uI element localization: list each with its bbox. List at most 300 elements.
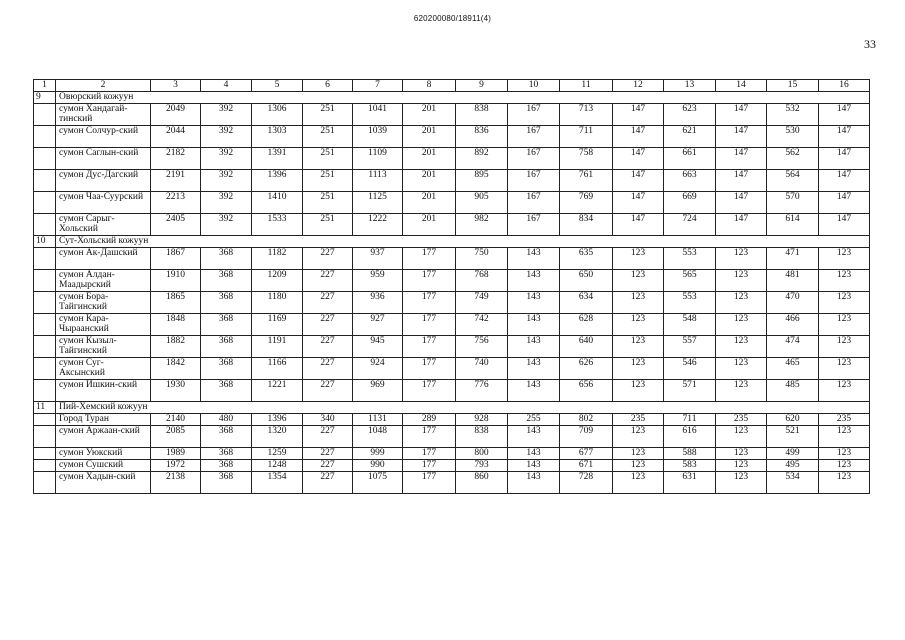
value-cell: 626 <box>560 358 613 380</box>
value-cell: 251 <box>303 104 353 126</box>
row-number-cell <box>34 192 56 214</box>
value-cell: 123 <box>819 292 870 314</box>
value-cell: 143 <box>508 314 560 336</box>
row-number-cell <box>34 292 56 314</box>
value-cell: 143 <box>508 292 560 314</box>
value-cell: 1109 <box>353 148 403 170</box>
value-cell: 251 <box>303 170 353 192</box>
row-name: сумон Сарыг-Хольский <box>56 214 151 236</box>
value-cell: 147 <box>716 126 767 148</box>
value-cell: 945 <box>353 336 403 358</box>
value-cell: 201 <box>403 214 456 236</box>
value-cell: 1391 <box>252 148 303 170</box>
value-cell: 251 <box>303 126 353 148</box>
row-number-cell <box>34 472 56 494</box>
value-cell: 1248 <box>252 460 303 472</box>
value-cell: 758 <box>560 148 613 170</box>
value-cell: 2085 <box>151 426 201 448</box>
section-row <box>34 236 870 248</box>
value-cell: 1842 <box>151 358 201 380</box>
value-cell: 742 <box>456 314 508 336</box>
value-cell: 368 <box>201 358 252 380</box>
value-cell: 235 <box>716 414 767 426</box>
value-cell: 392 <box>201 148 252 170</box>
value-cell: 123 <box>613 248 664 270</box>
value-cell: 123 <box>613 358 664 380</box>
row-number-cell <box>34 270 56 292</box>
value-cell: 1259 <box>252 448 303 460</box>
value-cell: 749 <box>456 292 508 314</box>
value-cell: 481 <box>767 270 819 292</box>
value-cell: 1113 <box>353 170 403 192</box>
value-cell: 251 <box>303 148 353 170</box>
value-cell: 628 <box>560 314 613 336</box>
value-cell: 123 <box>613 336 664 358</box>
value-cell: 123 <box>819 448 870 460</box>
value-cell: 368 <box>201 270 252 292</box>
value-cell: 671 <box>560 460 613 472</box>
value-cell: 123 <box>819 358 870 380</box>
value-cell: 392 <box>201 214 252 236</box>
value-cell: 201 <box>403 148 456 170</box>
table-row <box>34 170 870 192</box>
value-cell: 2405 <box>151 214 201 236</box>
value-cell: 1166 <box>252 358 303 380</box>
value-cell: 1041 <box>353 104 403 126</box>
value-cell: 123 <box>613 472 664 494</box>
value-cell: 1306 <box>252 104 303 126</box>
value-cell: 227 <box>303 336 353 358</box>
value-cell: 1882 <box>151 336 201 358</box>
column-header: 3 <box>151 80 201 92</box>
value-cell: 289 <box>403 414 456 426</box>
value-cell: 564 <box>767 170 819 192</box>
value-cell: 1125 <box>353 192 403 214</box>
value-cell: 123 <box>819 426 870 448</box>
column-header: 5 <box>252 80 303 92</box>
value-cell: 895 <box>456 170 508 192</box>
value-cell: 969 <box>353 380 403 402</box>
value-cell: 201 <box>403 192 456 214</box>
row-name: сумон Кара-Чыраанский <box>56 314 151 336</box>
value-cell: 650 <box>560 270 613 292</box>
row-number-cell <box>34 460 56 472</box>
row-name: сумон Уюкский <box>56 448 151 460</box>
value-cell: 711 <box>560 126 613 148</box>
value-cell: 999 <box>353 448 403 460</box>
value-cell: 143 <box>508 472 560 494</box>
value-cell: 123 <box>716 472 767 494</box>
column-header: 7 <box>353 80 403 92</box>
value-cell: 123 <box>716 336 767 358</box>
value-cell: 368 <box>201 292 252 314</box>
value-cell: 123 <box>819 248 870 270</box>
column-header: 11 <box>560 80 613 92</box>
value-cell: 728 <box>560 472 613 494</box>
row-number-cell <box>34 314 56 336</box>
table-row <box>34 270 870 292</box>
value-cell: 677 <box>560 448 613 460</box>
value-cell: 227 <box>303 380 353 402</box>
value-cell: 123 <box>819 472 870 494</box>
value-cell: 123 <box>716 314 767 336</box>
value-cell: 588 <box>664 448 716 460</box>
column-header: 14 <box>716 80 767 92</box>
value-cell: 621 <box>664 126 716 148</box>
value-cell: 147 <box>613 192 664 214</box>
value-cell: 1221 <box>252 380 303 402</box>
table-row <box>34 104 870 126</box>
value-cell: 2213 <box>151 192 201 214</box>
table-row <box>34 314 870 336</box>
value-cell: 177 <box>403 336 456 358</box>
value-cell: 368 <box>201 314 252 336</box>
row-number-cell <box>34 126 56 148</box>
value-cell: 471 <box>767 248 819 270</box>
value-cell: 1180 <box>252 292 303 314</box>
value-cell: 227 <box>303 314 353 336</box>
value-cell: 227 <box>303 270 353 292</box>
value-cell: 147 <box>613 126 664 148</box>
value-cell: 123 <box>613 426 664 448</box>
value-cell: 1131 <box>353 414 403 426</box>
column-header: 4 <box>201 80 252 92</box>
section-title: Овюрский кожуун <box>56 92 870 104</box>
section-row <box>34 402 870 414</box>
value-cell: 565 <box>664 270 716 292</box>
section-number: 10 <box>34 236 56 248</box>
value-cell: 1191 <box>252 336 303 358</box>
row-name: сумон Ишкин-ский <box>56 380 151 402</box>
value-cell: 982 <box>456 214 508 236</box>
value-cell: 480 <box>201 414 252 426</box>
value-cell: 177 <box>403 460 456 472</box>
value-cell: 1354 <box>252 472 303 494</box>
value-cell: 147 <box>716 214 767 236</box>
table-row <box>34 192 870 214</box>
value-cell: 392 <box>201 126 252 148</box>
value-cell: 614 <box>767 214 819 236</box>
table-row <box>34 336 870 358</box>
row-name: сумон Хандагай-тинский <box>56 104 151 126</box>
value-cell: 623 <box>664 104 716 126</box>
value-cell: 123 <box>716 460 767 472</box>
value-cell: 147 <box>819 214 870 236</box>
value-cell: 802 <box>560 414 613 426</box>
value-cell: 495 <box>767 460 819 472</box>
value-cell: 1410 <box>252 192 303 214</box>
value-cell: 227 <box>303 248 353 270</box>
value-cell: 368 <box>201 426 252 448</box>
value-cell: 640 <box>560 336 613 358</box>
table-row <box>34 214 870 236</box>
column-header: 10 <box>508 80 560 92</box>
value-cell: 713 <box>560 104 613 126</box>
value-cell: 1169 <box>252 314 303 336</box>
value-cell: 2138 <box>151 472 201 494</box>
value-cell: 177 <box>403 314 456 336</box>
value-cell: 620 <box>767 414 819 426</box>
value-cell: 177 <box>403 426 456 448</box>
value-cell: 1320 <box>252 426 303 448</box>
value-cell: 368 <box>201 472 252 494</box>
row-number-cell <box>34 414 56 426</box>
value-cell: 768 <box>456 270 508 292</box>
value-cell: 167 <box>508 192 560 214</box>
value-cell: 147 <box>819 192 870 214</box>
table-row <box>34 358 870 380</box>
value-cell: 123 <box>819 336 870 358</box>
column-header: 15 <box>767 80 819 92</box>
value-cell: 227 <box>303 292 353 314</box>
value-cell: 892 <box>456 148 508 170</box>
value-cell: 937 <box>353 248 403 270</box>
value-cell: 368 <box>201 380 252 402</box>
value-cell: 227 <box>303 426 353 448</box>
value-cell: 123 <box>716 380 767 402</box>
row-name: сумон Солчур-ский <box>56 126 151 148</box>
value-cell: 123 <box>819 380 870 402</box>
row-number-cell <box>34 104 56 126</box>
value-cell: 123 <box>613 270 664 292</box>
value-cell: 2044 <box>151 126 201 148</box>
table-row <box>34 414 870 426</box>
value-cell: 147 <box>716 170 767 192</box>
value-cell: 776 <box>456 380 508 402</box>
value-cell: 669 <box>664 192 716 214</box>
value-cell: 147 <box>716 192 767 214</box>
row-name: сумон Дус-Дагский <box>56 170 151 192</box>
row-name: сумон Суг-Аксынский <box>56 358 151 380</box>
value-cell: 474 <box>767 336 819 358</box>
value-cell: 1222 <box>353 214 403 236</box>
value-cell: 368 <box>201 336 252 358</box>
value-cell: 167 <box>508 214 560 236</box>
section-number: 11 <box>34 402 56 414</box>
value-cell: 583 <box>664 460 716 472</box>
value-cell: 553 <box>664 292 716 314</box>
value-cell: 571 <box>664 380 716 402</box>
value-cell: 123 <box>716 448 767 460</box>
value-cell: 1075 <box>353 472 403 494</box>
column-header: 1 <box>34 80 56 92</box>
row-number-cell <box>34 248 56 270</box>
value-cell: 123 <box>716 292 767 314</box>
value-cell: 709 <box>560 426 613 448</box>
value-cell: 392 <box>201 104 252 126</box>
value-cell: 123 <box>613 314 664 336</box>
column-header: 13 <box>664 80 716 92</box>
section-title: Пий-Хемский кожуун <box>56 402 870 414</box>
value-cell: 761 <box>560 170 613 192</box>
row-number-cell <box>34 336 56 358</box>
row-name: Город Туран <box>56 414 151 426</box>
row-name: сумон Чаа-Суурский <box>56 192 151 214</box>
row-name: сумон Кызыл-Тайгинский <box>56 336 151 358</box>
value-cell: 532 <box>767 104 819 126</box>
value-cell: 530 <box>767 126 819 148</box>
value-cell: 123 <box>716 248 767 270</box>
value-cell: 924 <box>353 358 403 380</box>
value-cell: 485 <box>767 380 819 402</box>
section-title: Сут-Хольский кожуун <box>56 236 870 248</box>
row-number-cell <box>34 380 56 402</box>
value-cell: 201 <box>403 170 456 192</box>
value-cell: 1848 <box>151 314 201 336</box>
value-cell: 1396 <box>252 170 303 192</box>
table-row <box>34 292 870 314</box>
table-row <box>34 472 870 494</box>
column-header: 6 <box>303 80 353 92</box>
table-row <box>34 248 870 270</box>
value-cell: 143 <box>508 460 560 472</box>
row-number-cell <box>34 358 56 380</box>
value-cell: 661 <box>664 148 716 170</box>
row-name: сумон Бора-Тайгинский <box>56 292 151 314</box>
table-row <box>34 460 870 472</box>
row-number-cell <box>34 448 56 460</box>
value-cell: 2191 <box>151 170 201 192</box>
column-header: 2 <box>56 80 151 92</box>
row-name: сумон Сушский <box>56 460 151 472</box>
value-cell: 769 <box>560 192 613 214</box>
value-cell: 562 <box>767 148 819 170</box>
value-cell: 836 <box>456 126 508 148</box>
value-cell: 147 <box>716 104 767 126</box>
value-cell: 123 <box>819 270 870 292</box>
value-cell: 143 <box>508 448 560 460</box>
value-cell: 548 <box>664 314 716 336</box>
value-cell: 1303 <box>252 126 303 148</box>
value-cell: 147 <box>613 170 664 192</box>
value-cell: 123 <box>716 426 767 448</box>
value-cell: 470 <box>767 292 819 314</box>
value-cell: 143 <box>508 426 560 448</box>
value-cell: 860 <box>456 472 508 494</box>
value-cell: 936 <box>353 292 403 314</box>
row-name: сумон Ак-Дашский <box>56 248 151 270</box>
value-cell: 123 <box>819 460 870 472</box>
value-cell: 227 <box>303 358 353 380</box>
value-cell: 147 <box>819 104 870 126</box>
value-cell: 251 <box>303 192 353 214</box>
value-cell: 2140 <box>151 414 201 426</box>
value-cell: 123 <box>819 314 870 336</box>
value-cell: 928 <box>456 414 508 426</box>
column-header: 9 <box>456 80 508 92</box>
value-cell: 368 <box>201 448 252 460</box>
row-number-cell <box>34 148 56 170</box>
value-cell: 167 <box>508 104 560 126</box>
value-cell: 251 <box>303 214 353 236</box>
value-cell: 1209 <box>252 270 303 292</box>
value-cell: 147 <box>819 126 870 148</box>
value-cell: 167 <box>508 126 560 148</box>
value-cell: 2182 <box>151 148 201 170</box>
value-cell: 123 <box>613 460 664 472</box>
column-header: 12 <box>613 80 664 92</box>
value-cell: 663 <box>664 170 716 192</box>
value-cell: 2049 <box>151 104 201 126</box>
value-cell: 711 <box>664 414 716 426</box>
column-header: 8 <box>403 80 456 92</box>
table-row <box>34 126 870 148</box>
value-cell: 793 <box>456 460 508 472</box>
value-cell: 1930 <box>151 380 201 402</box>
value-cell: 631 <box>664 472 716 494</box>
value-cell: 905 <box>456 192 508 214</box>
value-cell: 147 <box>819 170 870 192</box>
section-row <box>34 92 870 104</box>
value-cell: 634 <box>560 292 613 314</box>
value-cell: 143 <box>508 380 560 402</box>
value-cell: 800 <box>456 448 508 460</box>
value-cell: 368 <box>201 460 252 472</box>
value-cell: 838 <box>456 426 508 448</box>
row-name: сумон Саглын-ский <box>56 148 151 170</box>
value-cell: 227 <box>303 472 353 494</box>
value-cell: 143 <box>508 336 560 358</box>
value-cell: 1989 <box>151 448 201 460</box>
value-cell: 1039 <box>353 126 403 148</box>
value-cell: 201 <box>403 104 456 126</box>
value-cell: 147 <box>613 214 664 236</box>
value-cell: 740 <box>456 358 508 380</box>
value-cell: 143 <box>508 358 560 380</box>
value-cell: 123 <box>613 292 664 314</box>
section-number: 9 <box>34 92 56 104</box>
value-cell: 167 <box>508 170 560 192</box>
document-code: 620200080/18911(4) <box>413 14 492 23</box>
value-cell: 147 <box>716 148 767 170</box>
value-cell: 521 <box>767 426 819 448</box>
value-cell: 201 <box>403 126 456 148</box>
value-cell: 177 <box>403 270 456 292</box>
value-cell: 1910 <box>151 270 201 292</box>
value-cell: 123 <box>613 380 664 402</box>
page-number: 33 <box>864 37 876 51</box>
value-cell: 724 <box>664 214 716 236</box>
table-row <box>34 148 870 170</box>
value-cell: 177 <box>403 472 456 494</box>
header-row <box>34 80 870 92</box>
row-name: сумон Алдан-Маадырский <box>56 270 151 292</box>
value-cell: 167 <box>508 148 560 170</box>
value-cell: 392 <box>201 192 252 214</box>
value-cell: 255 <box>508 414 560 426</box>
value-cell: 227 <box>303 460 353 472</box>
value-cell: 177 <box>403 448 456 460</box>
row-name: сумон Аржаан-ский <box>56 426 151 448</box>
value-cell: 123 <box>716 270 767 292</box>
value-cell: 143 <box>508 270 560 292</box>
value-cell: 1182 <box>252 248 303 270</box>
table-row <box>34 380 870 402</box>
value-cell: 147 <box>613 148 664 170</box>
value-cell: 834 <box>560 214 613 236</box>
value-cell: 177 <box>403 248 456 270</box>
value-cell: 177 <box>403 380 456 402</box>
value-cell: 546 <box>664 358 716 380</box>
row-number-cell <box>34 214 56 236</box>
row-name: сумон Хадын-ский <box>56 472 151 494</box>
value-cell: 570 <box>767 192 819 214</box>
value-cell: 756 <box>456 336 508 358</box>
value-cell: 123 <box>613 448 664 460</box>
value-cell: 177 <box>403 292 456 314</box>
value-cell: 147 <box>819 148 870 170</box>
value-cell: 1865 <box>151 292 201 314</box>
